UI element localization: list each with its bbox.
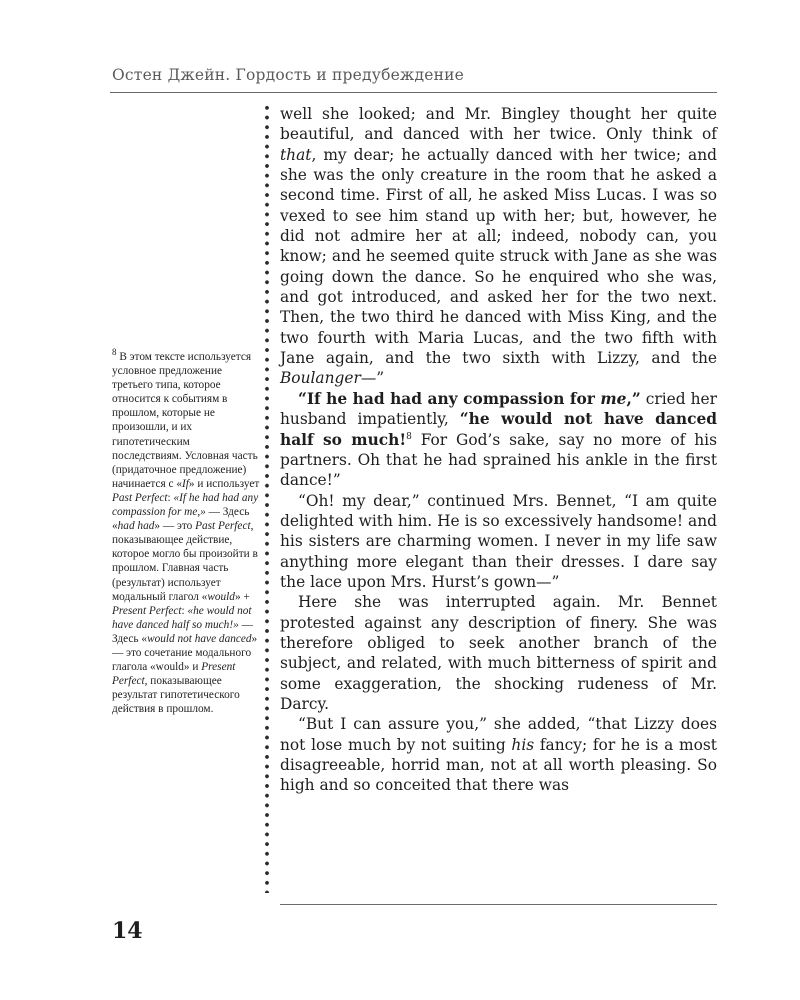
footnote-ref: 8 [406, 431, 412, 442]
running-head: Остен Джейн. Гордость и предубеждение [112, 66, 465, 84]
paragraph-5-text: “But I can assure you,” she added, “that Lizzy does not lose much by not suiting [280, 715, 717, 754]
main-text [280, 104, 717, 796]
paragraph-2-text-2: For God’s sake, say no more of his partners. Oh that he had sprained his ankle in the first dance!” [280, 430, 717, 490]
footnote-text: , показывающее результат гипотетического действия в прошлом. [112, 675, 240, 716]
footnote-text: , показывающее действие, которое могло бы произойти в прошлом. Главная часть (результат) использует модальный глагол « [112, 520, 258, 603]
footnote-italic: If [182, 477, 189, 490]
paragraph-4: Here she was interrupted again. Mr. Bennet protested against any description of finery. She was therefore obliged to seek another branch of the subject, and related, with much bitterness of spirit and some exaggeration, the shocking rudeness of Mr. Darcy. [280, 593, 717, 713]
bold-clause-text: “If he had had any compassion for [298, 389, 601, 408]
footnote-italic: Present Perfect [112, 661, 236, 688]
dotted-divider [263, 103, 271, 893]
footnote-text: В этом тексте используется условное предложение третьего типа, которое относится к событиям в прошлом, которые не произошли, и их гипотетическим последствиям. Условная часть (придаточное предложение) начинается с « [112, 351, 258, 490]
paragraph-2 [280, 389, 717, 491]
footnote-text: » — это сочетание модального глагола «would» и [112, 632, 258, 674]
footnote-text: » и использует [188, 477, 260, 490]
paragraph-3: “Oh! my dear,” continued Mrs. Bennet, “I am quite delighted with him. He is so excessively handsome! and his sisters are charming women. I never in my life saw anything more elegant than their dresses. I dare say the lace upon Mrs. Hurst’s gown—” [280, 491, 717, 591]
header-rule [110, 92, 717, 93]
emphasis-boulanger: Boulanger [280, 369, 361, 388]
footnote [112, 347, 262, 716]
footnote-text: : [181, 604, 188, 617]
bold-clause-end: ,” [626, 389, 641, 408]
footnote-italic: would not have danced [147, 632, 252, 645]
footnote-italic: Present Perfect [112, 604, 182, 617]
footnote-italic: had had [117, 520, 155, 533]
footnote-italic: Past Perfect [195, 520, 251, 533]
footnote-text: » — это [154, 520, 196, 533]
emphasis-me: me [600, 389, 627, 408]
footer-rule [280, 904, 717, 905]
emphasis-that: that [280, 145, 312, 164]
page-number: 14 [112, 918, 143, 944]
footnote-text: : [167, 491, 174, 504]
bold-main-clause: “he would not have danced half so much! [280, 410, 718, 449]
footnote-text: — Здесь « [112, 506, 250, 533]
footnote-number: 8 [112, 347, 117, 358]
footnote-italic: Past Perfect [112, 491, 168, 504]
paragraph-2-text: cried her husband impatiently, [280, 389, 717, 429]
paragraph-5-text-2: fancy; for he is a most disagreeable, horrid man, not at all worth pleasing. So high and so conceited that there was [280, 735, 717, 795]
paragraph-1 [280, 104, 717, 389]
paragraph-1-text: well she looked; and Mr. Bingley thought her quite beautiful, and danced with her twice. Only think of [280, 105, 717, 144]
footnote-text: — Здесь « [112, 618, 253, 645]
footnote-italic: «If he had had any compassion for me,» [112, 491, 259, 519]
bold-conditional-clause [298, 390, 641, 408]
footnote-text: » + [234, 590, 250, 603]
emphasis-his: his [511, 735, 535, 754]
footnote-italic: «he would not have danced half so much!» [112, 604, 252, 631]
paragraph-1-end: —” [360, 369, 385, 388]
paragraph-1-text-2: , my dear; he actually danced with her twice; and she was the only creature in the room that he asked a second time. First of all, he asked Miss Lucas. I was so vexed to see him stand up with her; but, however, he did not admire her at all; indeed, nobody can, you know; and he seemed quite struck with Jane as she was going down the dance. So he enquired who she was, and got introduced, and asked her for the two next. Then, the two third he danced with Miss King, and the two fourth with Maria Lucas, and the two fifth with Jane again, and the two sixth with Lizzy, and the [280, 145, 717, 368]
paragraph-5 [280, 714, 717, 795]
footnote-italic: would [207, 590, 235, 603]
